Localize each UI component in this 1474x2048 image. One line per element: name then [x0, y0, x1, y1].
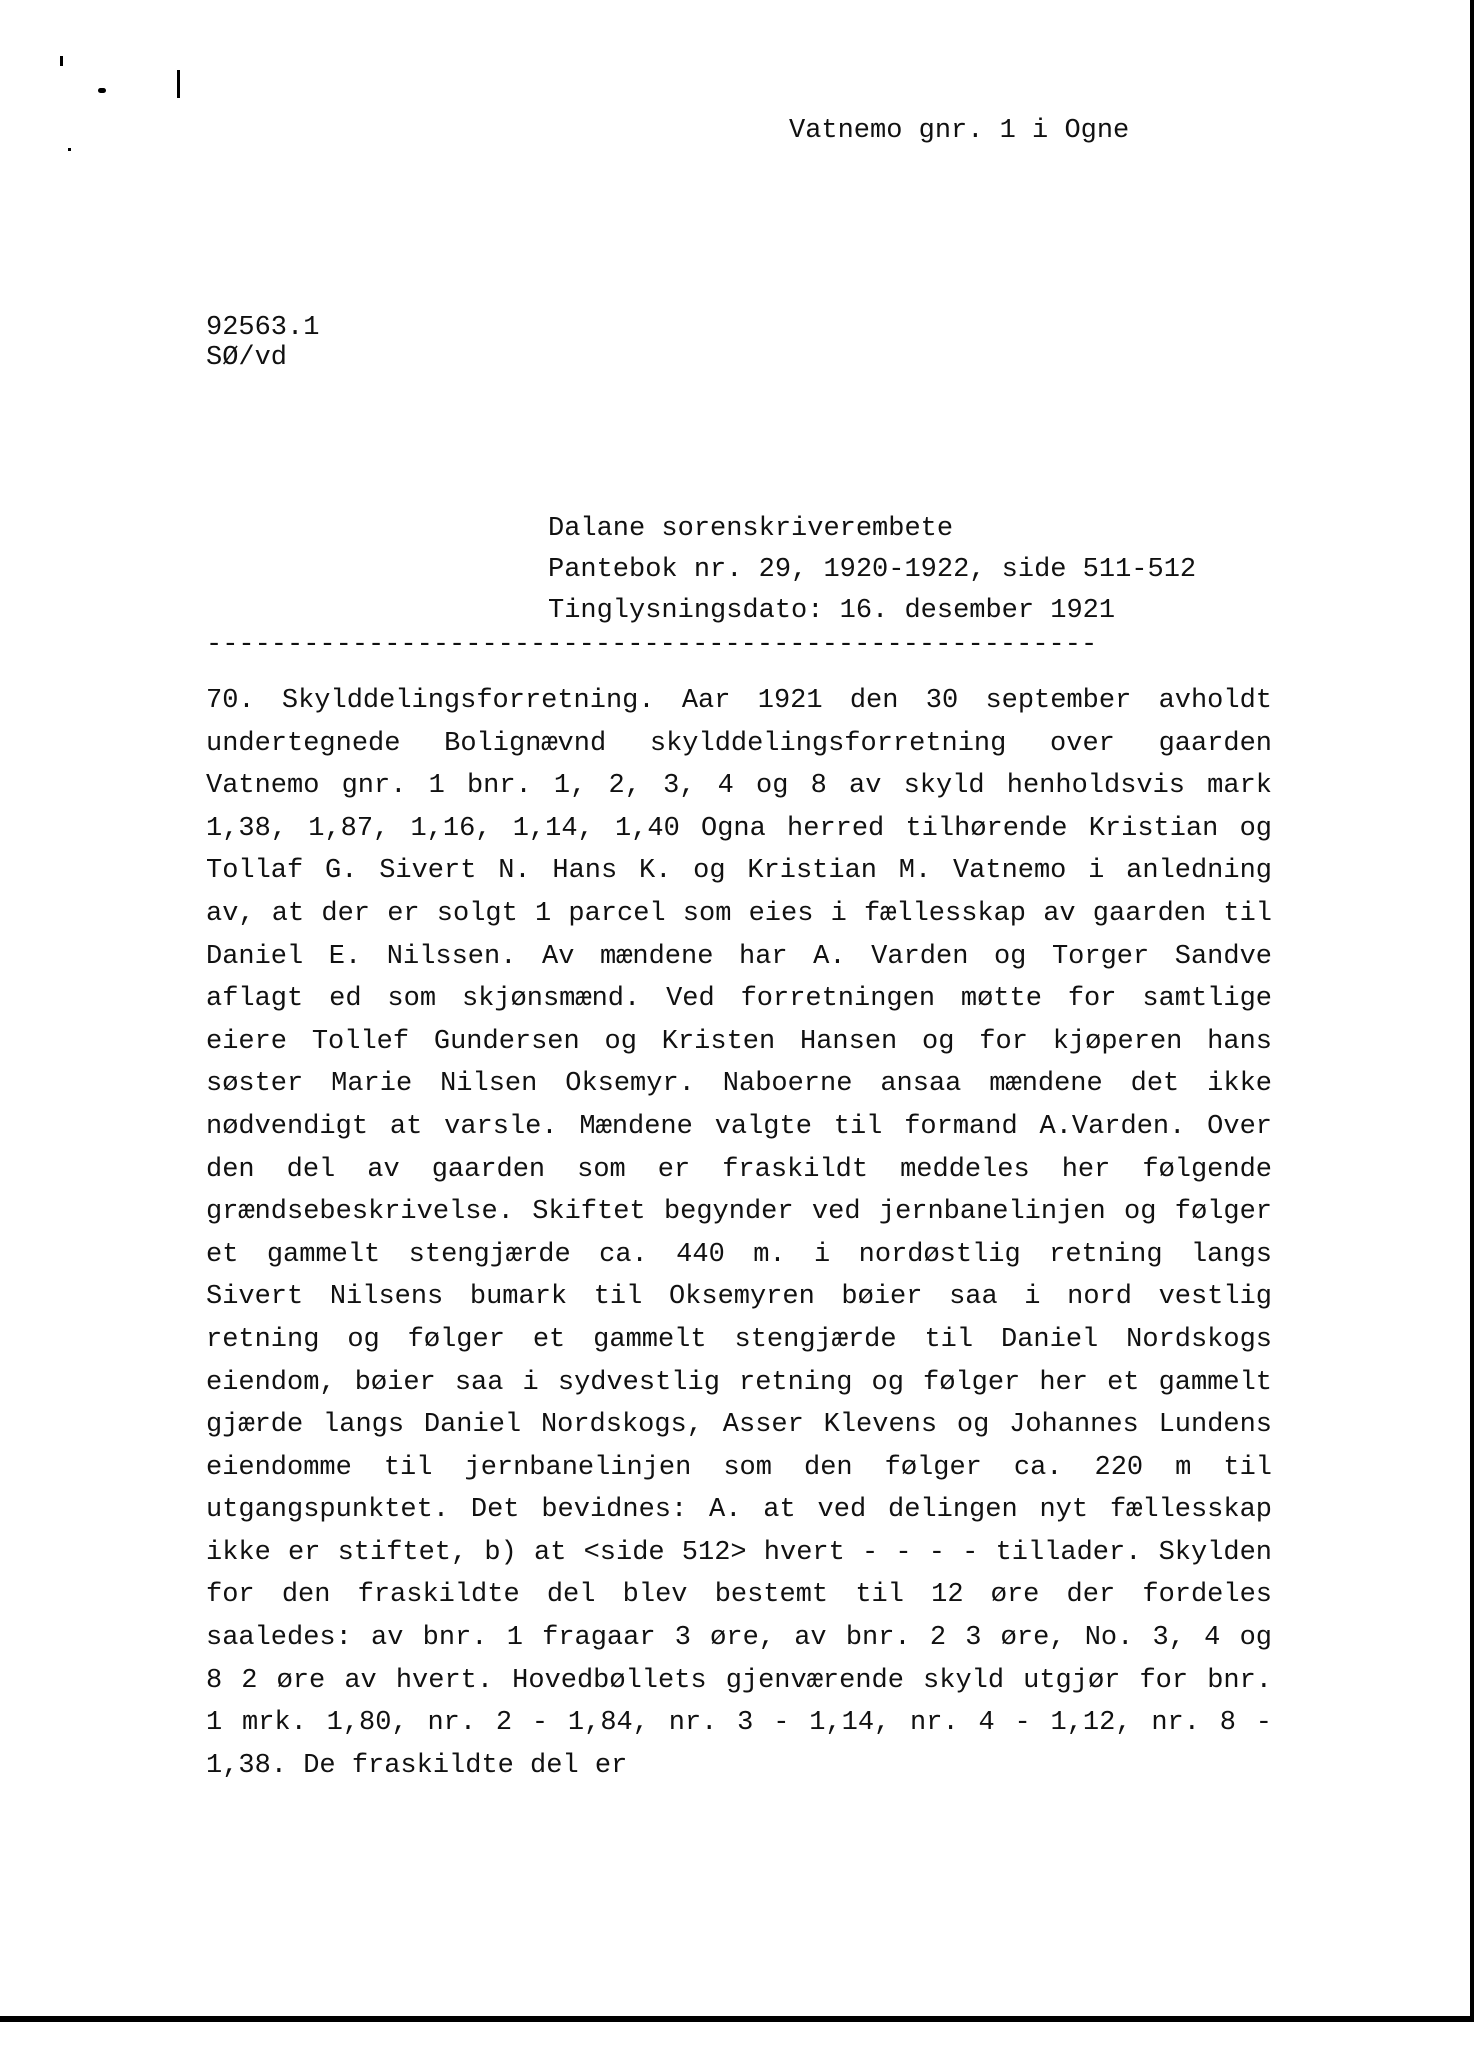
body-line: 8 2 øre av hvert. Hovedbøllets gjenværende skyld utgjør for bnr.	[206, 1665, 1272, 1696]
reference-number: 92563.1	[206, 313, 320, 343]
body-line: 1 mrk. 1,80, nr. 2 - 1,84, nr. 3 - 1,14, nr. 4 - 1,12, nr. 8 -	[206, 1708, 1272, 1739]
body-line: utgangspunktet. Det bevidnes: A. at ved delingen nyt fællesskap	[206, 1495, 1272, 1526]
body-line: grændsebeskrivelse. Skiftet begynder ved jernbanelinjen og følger	[206, 1197, 1272, 1228]
body-line: 70. Skylddelingsforretning. Aar 1921 den 30 september avholdt	[206, 686, 1272, 716]
body-line: retning og følger et gammelt stengjærde til Daniel Nordskogs	[206, 1324, 1272, 1355]
body-line: Sivert Nilsens bumark til Oksemyren bøier saa i nord vestlig	[206, 1282, 1272, 1313]
source-book: Pantebok nr. 29, 1920-1922, side 511-512	[548, 555, 1197, 585]
source-block	[548, 509, 1196, 632]
body-line: for den fraskildte del blev bestemt til 12 øre der fordeles	[206, 1580, 1272, 1611]
body-line: den del av gaarden som er fraskildt meddeles her følgende	[206, 1154, 1272, 1185]
divider-line: -------------------------------------------------------	[206, 630, 1098, 660]
document-header-title: Vatnemo gnr. 1 i Ogne	[789, 116, 1130, 146]
scan-mark-4	[68, 148, 71, 151]
reference-initials: SØ/vd	[206, 343, 288, 373]
source-registration-date: Tinglysningsdato: 16. desember 1921	[548, 596, 1116, 626]
body-line: undertegnede Bolignævnd skylddelingsforretning over gaarden	[206, 728, 1272, 759]
body-line: nødvendigt at varsle. Mændene valgte til formand A.Varden. Over	[206, 1111, 1272, 1142]
body-line: 1,38. De fraskildte del er	[206, 1750, 628, 1781]
body-text	[206, 680, 1272, 1787]
scan-mark-1	[60, 56, 63, 66]
body-line: saaledes: av bnr. 1 fragaar 3 øre, av bnr. 2 3 øre, No. 3, 4 og	[206, 1623, 1272, 1654]
body-line: eiere Tollef Gundersen og Kristen Hansen og for kjøperen hans	[206, 1026, 1272, 1057]
body-line: Vatnemo gnr. 1 bnr. 1, 2, 3, 4 og 8 av skyld henholdsvis mark	[206, 771, 1272, 802]
source-office: Dalane sorenskriverembete	[548, 514, 954, 544]
body-line: Tollaf G. Sivert N. Hans K. og Kristian M. Vatnemo i anledning	[206, 856, 1272, 887]
body-line: gjærde langs Daniel Nordskogs, Asser Klevens og Johannes Lundens	[206, 1410, 1272, 1441]
reference-block	[206, 313, 319, 373]
body-line: ikke er stiftet, b) at <side 512> hvert - - - - tillader. Skylden	[206, 1537, 1272, 1568]
body-line: aflagt ed som skjønsmænd. Ved forretningen møtte for samtlige	[206, 984, 1272, 1015]
body-line: 1,38, 1,87, 1,16, 1,14, 1,40 Ogna herred tilhørende Kristian og	[206, 813, 1272, 844]
scan-mark-3	[177, 70, 180, 98]
body-line: søster Marie Nilsen Oksemyr. Naboerne ansaa mændene det ikke	[206, 1069, 1272, 1100]
body-line: eiendom, bøier saa i sydvestlig retning og følger her et gammelt	[206, 1367, 1272, 1398]
scan-mark-2	[98, 88, 106, 93]
body-line: Daniel E. Nilssen. Av mændene har A. Varden og Torger Sandve	[206, 941, 1272, 972]
body-line: et gammelt stengjærde ca. 440 m. i nordøstlig retning langs	[206, 1239, 1272, 1270]
body-line: av, at der er solgt 1 parcel som eies i fællesskap av gaarden til	[206, 898, 1272, 929]
body-line: eiendomme til jernbanelinjen som den følger ca. 220 m til	[206, 1452, 1272, 1483]
